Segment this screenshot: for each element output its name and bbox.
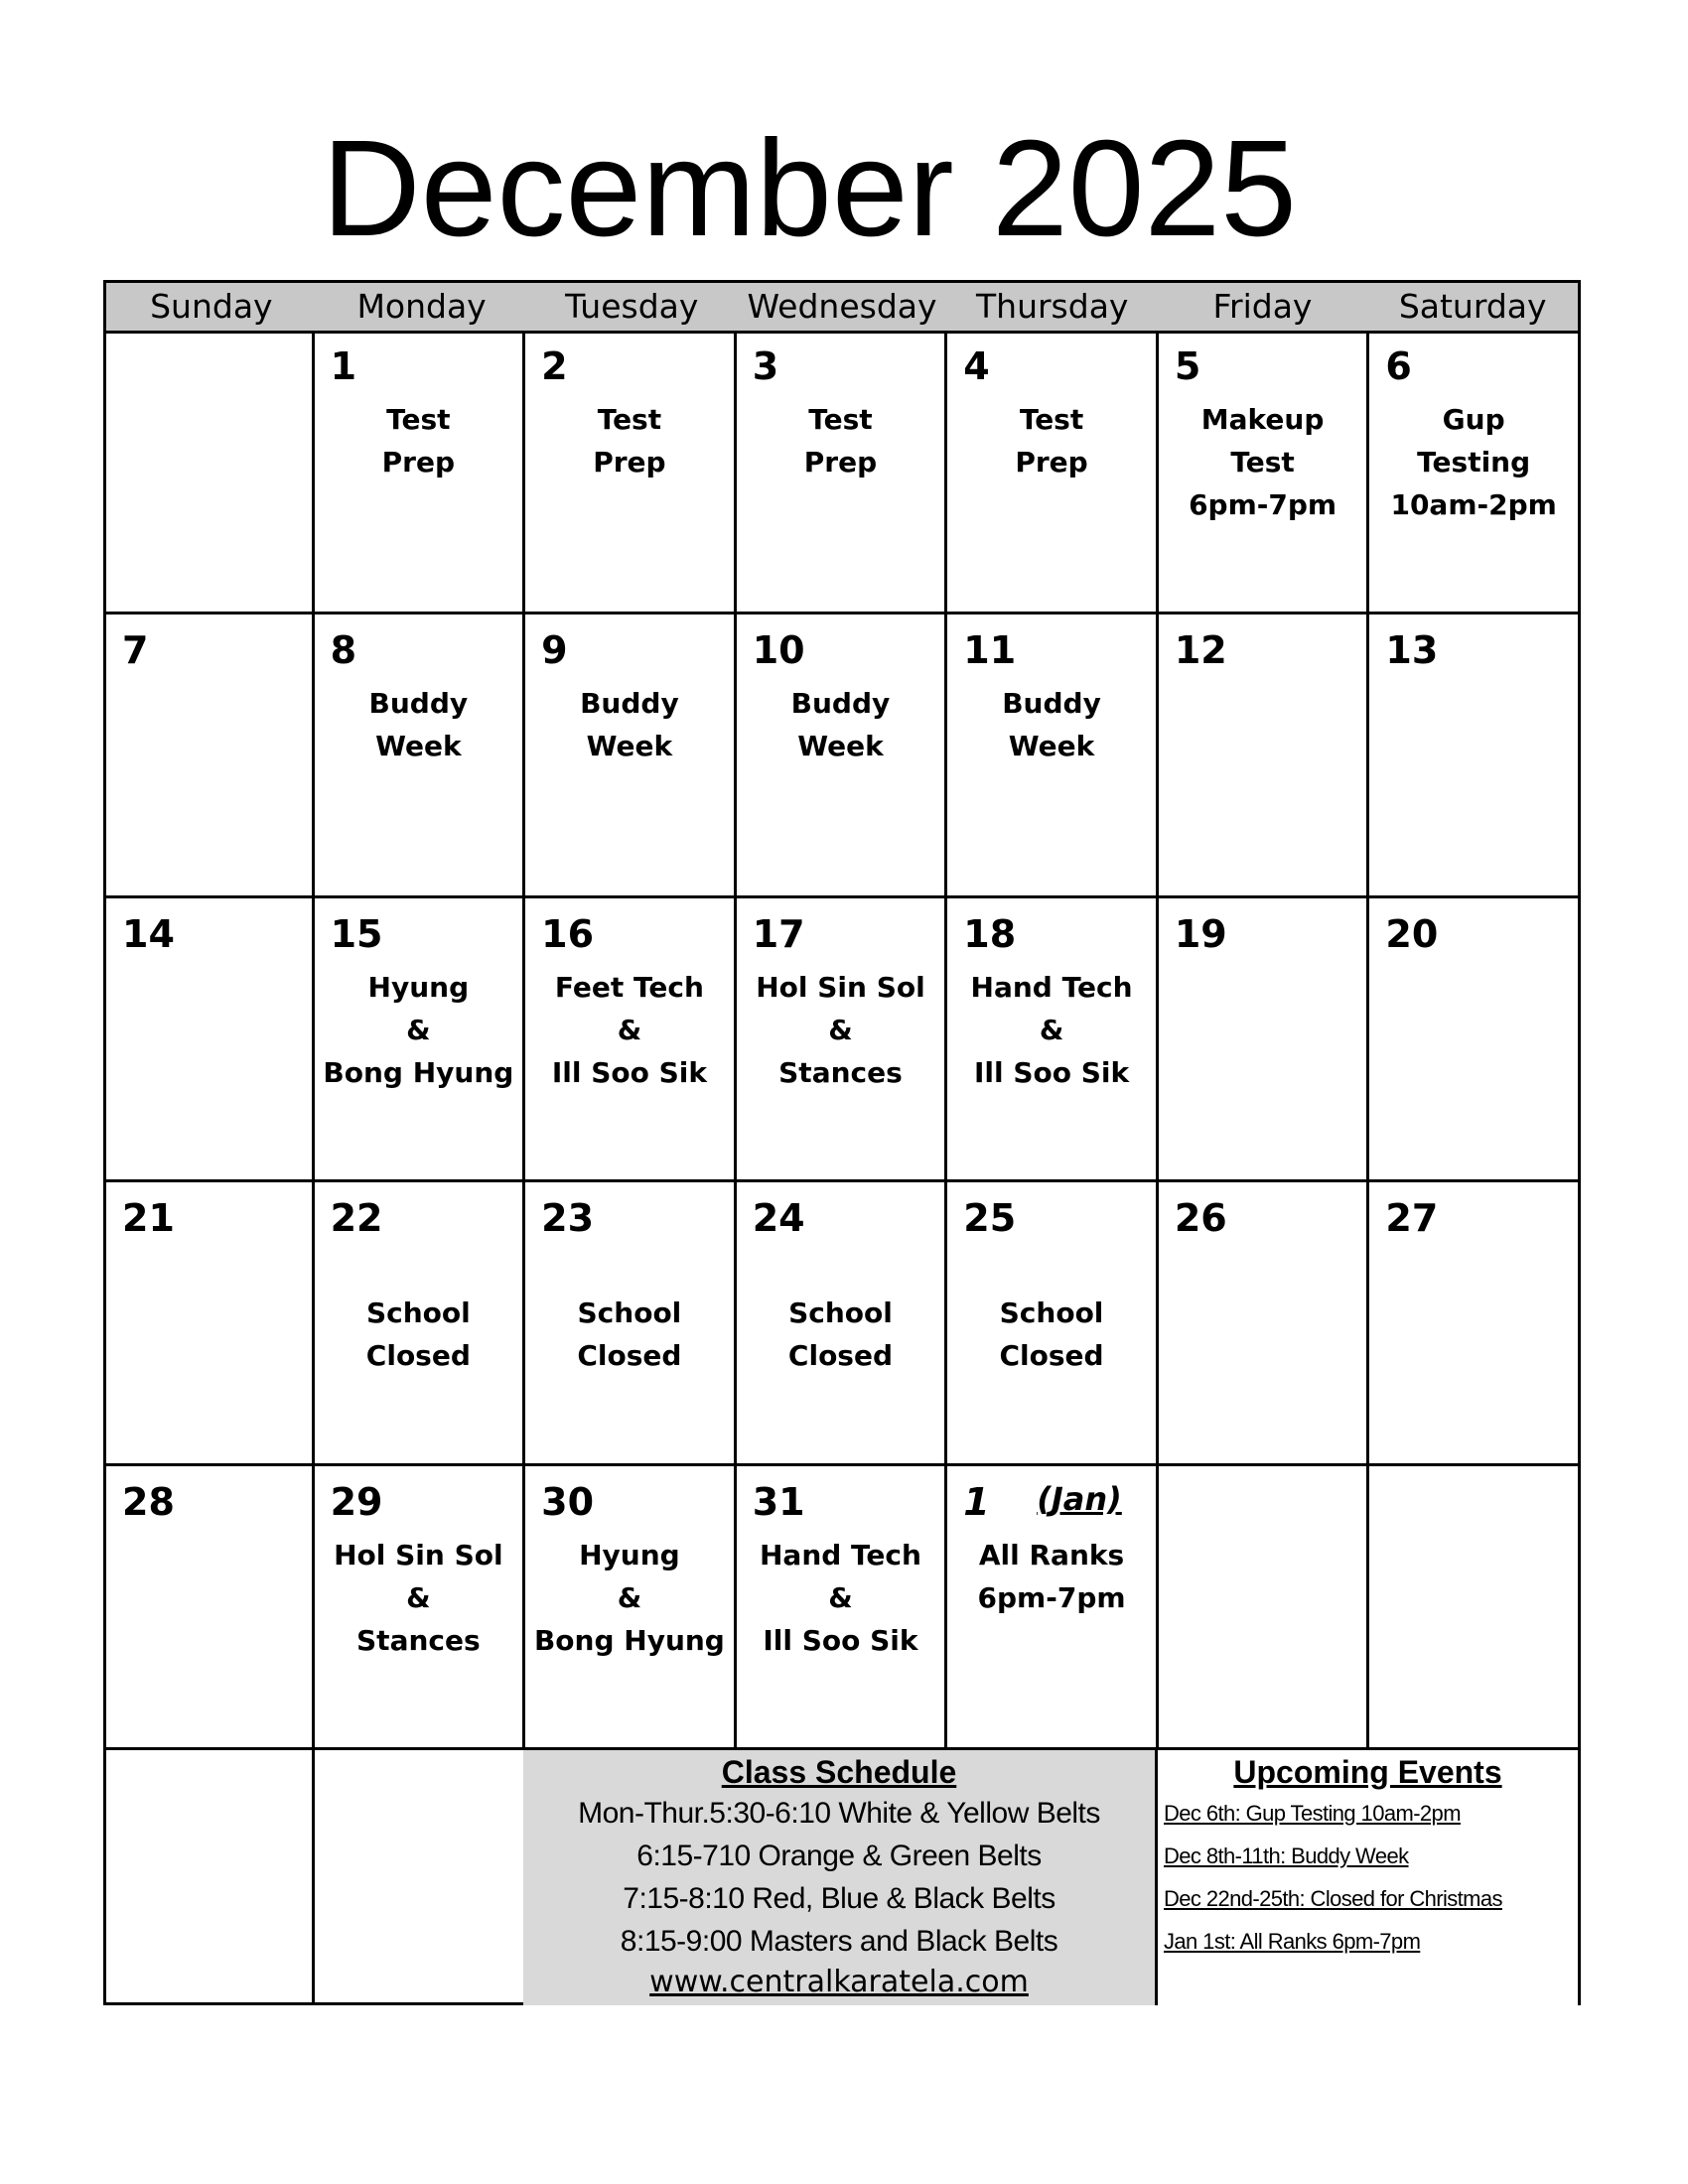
day-number: 15 [330,912,383,956]
day-number: 6 [1385,344,1412,388]
calendar-footer [103,1750,1581,2005]
day-number: 12 [1174,628,1227,672]
day-event: Test Prep [381,403,456,478]
day-number: 7 [122,628,149,672]
day-event: School Closed [999,1297,1104,1372]
day-event: Hol Sin Sol & Stances [334,1539,503,1657]
day-cell [315,331,526,614]
day-cell [1369,331,1581,614]
day-number: 24 [752,1196,805,1240]
day-cell [947,898,1159,1182]
day-number: 28 [122,1480,175,1524]
day-cell [737,898,948,1182]
empty-cell [312,1750,526,2005]
day-cell [315,614,526,898]
day-number: 27 [1385,1196,1439,1240]
upcoming-event-item[interactable]: Dec 22nd-25th: Closed for Christmas [1164,1886,1502,1911]
upcoming-event-item[interactable]: Dec 6th: Gup Testing 10am-2pm [1164,1801,1461,1826]
upcoming-events-box [1158,1750,1581,2005]
day-number: 19 [1174,912,1227,956]
class-schedule-title: Class Schedule [721,1754,957,1790]
day-number: 10 [752,628,805,672]
day-event: School Closed [577,1297,682,1372]
day-cell [103,898,315,1182]
day-number: 20 [1385,912,1439,956]
day-event: School Closed [787,1297,894,1372]
day-event: Test Prep [803,403,878,478]
day-cell [737,614,948,898]
day-cell [315,1466,526,1750]
day-cell [1159,1182,1370,1466]
day-number: 5 [1174,344,1201,388]
upcoming-event-item[interactable]: Dec 8th-11th: Buddy Week [1164,1843,1409,1868]
day-cell [947,1182,1159,1466]
weekday-header [103,280,1581,334]
day-cell [103,1182,315,1466]
day-cell [1159,898,1370,1182]
day-number: 3 [752,344,779,388]
schedule-line: Mon-Thur.5:30-6:10 White & Yellow Belts [578,1797,1100,1830]
day-cell [1159,614,1370,898]
upcoming-event-item[interactable]: Jan 1st: All Ranks 6pm-7pm [1164,1929,1421,1954]
day-event: Test Prep [593,403,666,478]
day-cell [1369,898,1581,1182]
day-number: 9 [541,628,568,672]
day-cell [1369,1182,1581,1466]
day-number: 8 [330,628,357,672]
day-event: Buddy Week [580,687,679,762]
day-cell [1369,614,1581,898]
day-cell [103,1466,315,1750]
calendar-grid [103,331,1581,1750]
day-event: Hand Tech & Ill Soo Sik [759,1539,921,1657]
day-number: 23 [541,1196,595,1240]
day-cell [947,1466,1159,1750]
upcoming-events-title: Upcoming Events [1233,1754,1502,1790]
schedule-line: 6:15-710 Orange & Green Belts [636,1840,1042,1872]
weekday-tuesday: Tuesday [565,287,699,326]
day-number: 1 [963,1480,990,1524]
day-number: 29 [330,1480,383,1524]
day-number: 31 [752,1480,805,1524]
day-event: Feet Tech & Ill Soo Sik [551,971,707,1089]
day-event: All Ranks 6pm-7pm [977,1539,1126,1614]
day-cell [525,614,737,898]
day-cell [737,331,948,614]
empty-cell [103,1750,315,2005]
weekday-monday: Monday [356,287,487,326]
weekday-wednesday: Wednesday [747,287,937,326]
day-cell [737,1466,948,1750]
day-cell [315,898,526,1182]
day-cell [525,331,737,614]
weekday-friday: Friday [1212,287,1313,326]
day-event: Hand Tech & Ill Soo Sik [970,971,1133,1089]
day-number: 17 [752,912,805,956]
day-number: 14 [122,912,175,956]
day-cell [103,331,315,614]
day-cell [1369,1466,1581,1750]
day-cell [737,1182,948,1466]
day-number: 21 [122,1196,175,1240]
day-number: 2 [541,344,568,388]
schedule-line: 7:15-8:10 Red, Blue & Black Belts [623,1882,1055,1915]
next-month-label: (Jan) [1037,1480,1122,1518]
day-cell [525,898,737,1182]
weekday-sunday: Sunday [150,287,273,326]
day-cell [1159,1466,1370,1750]
day-number: 18 [963,912,1017,956]
schedule-line: 8:15-9:00 Masters and Black Belts [620,1925,1058,1958]
weekday-thursday: Thursday [976,287,1129,326]
day-number: 16 [541,912,595,956]
day-cell [525,1466,737,1750]
day-number: 25 [963,1196,1017,1240]
day-number: 30 [541,1480,595,1524]
day-number: 11 [963,628,1017,672]
website-link[interactable]: www.centralkaratela.com [649,1965,1029,1999]
day-event: Buddy Week [1002,687,1101,762]
day-number: 26 [1174,1196,1227,1240]
day-cell [1159,331,1370,614]
day-cell [947,614,1159,898]
day-cell [103,614,315,898]
day-event: Makeup Test 6pm-7pm [1189,403,1337,521]
weekday-saturday: Saturday [1398,287,1547,326]
calendar-title: December 2025 [322,112,1297,265]
class-schedule-box [523,1750,1158,2005]
day-event: Buddy Week [790,687,891,762]
day-event: School Closed [365,1297,471,1372]
day-cell [947,331,1159,614]
day-event: Buddy Week [368,687,469,762]
day-event: Gup Testing 10am-2pm [1390,403,1557,521]
day-event: Hyung & Bong Hyung [533,1539,725,1657]
day-cell [525,1182,737,1466]
day-cell [315,1182,526,1466]
day-event: Test Prep [1015,403,1088,478]
day-event: Hyung & Bong Hyung [323,971,514,1089]
day-number: 13 [1385,628,1439,672]
day-number: 4 [963,344,990,388]
day-event: Hol Sin Sol & Stances [756,971,925,1089]
day-number: 22 [330,1196,383,1240]
day-number: 1 [330,344,357,388]
